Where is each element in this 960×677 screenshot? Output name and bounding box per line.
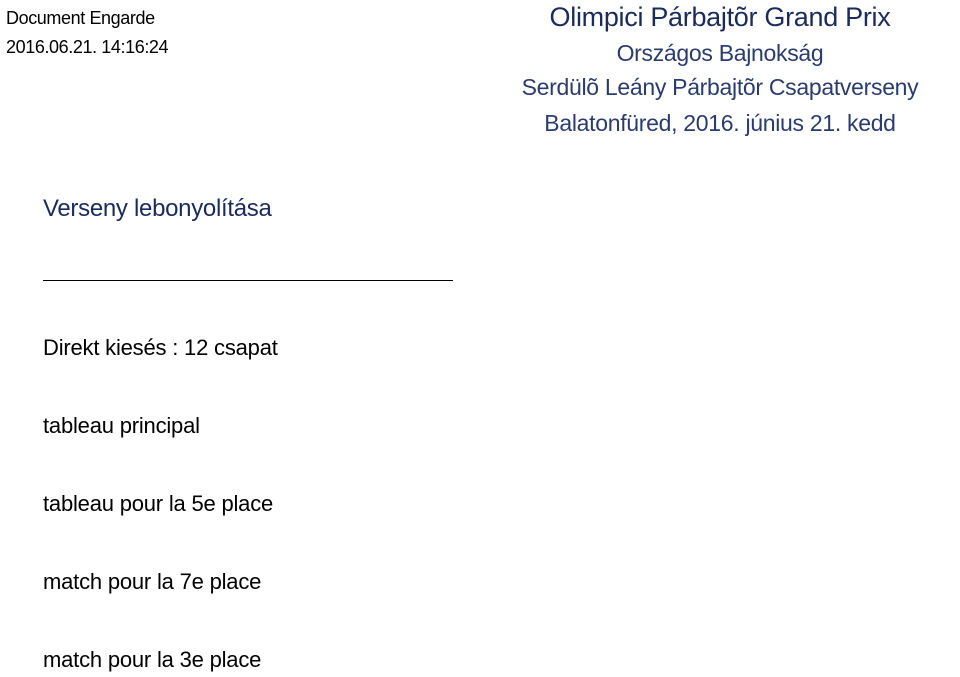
section-title: Verseny lebonyolítása	[43, 195, 272, 222]
format-7th-place-match: match pour la 7e place	[43, 569, 262, 594]
format-direct-elimination: Direkt kiesés : 12 csapat	[43, 335, 278, 360]
championship-name: Országos Bajnokság	[616, 40, 824, 66]
section-divider	[43, 280, 453, 281]
format-5th-place-table: tableau pour la 5e place	[43, 491, 274, 516]
competition-title: Olimpici Párbajtõr Grand Prix	[549, 2, 891, 32]
document-header	[480, 0, 960, 137]
format-main-table: tableau principal	[43, 413, 200, 438]
event-name: Serdülõ Leány Párbajtõr Csapatverseny	[521, 74, 919, 100]
venue-date: Balatonfüred, 2016. június 21. kedd	[544, 110, 896, 136]
format-3rd-place-match: match pour la 3e place	[43, 647, 262, 672]
print-datetime: 2016.06.21. 14:16:24	[6, 37, 169, 57]
software-name: Document Engarde	[6, 8, 155, 28]
